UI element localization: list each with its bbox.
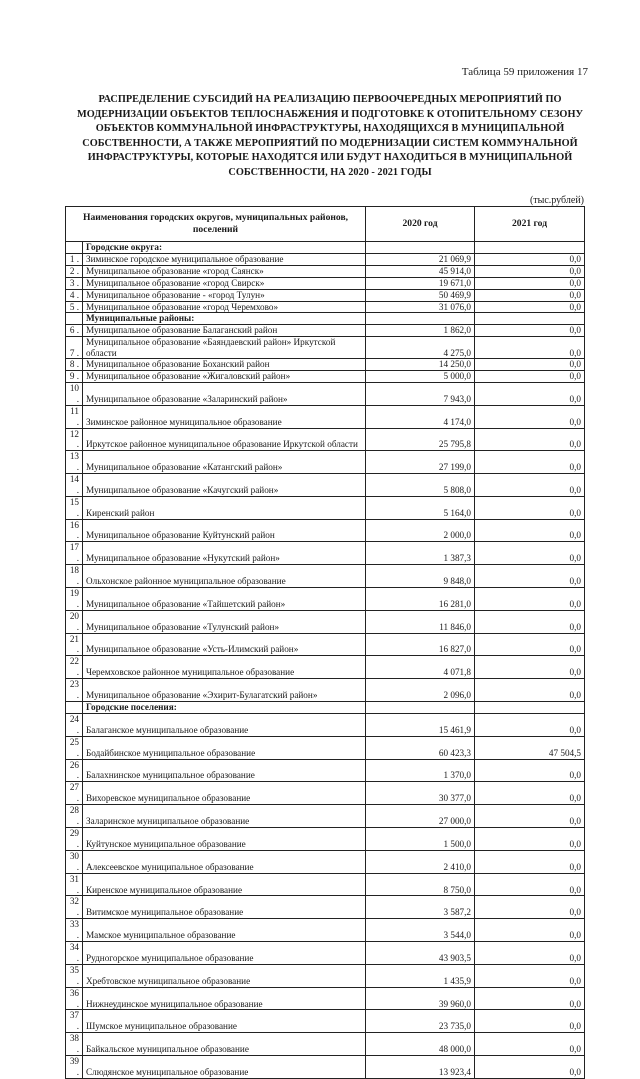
value-2021: 0,0 xyxy=(475,873,585,896)
value-2020: 25 795,8 xyxy=(366,428,475,450)
row-name: Слюдянское муниципальное образование xyxy=(83,1056,366,1079)
table-row xyxy=(66,964,585,987)
value-2021: 0,0 xyxy=(475,1033,585,1056)
table-row xyxy=(66,383,585,406)
row-number: 8 . xyxy=(66,359,83,371)
section-title: Городские округа: xyxy=(83,242,366,254)
table-row xyxy=(66,428,585,450)
row-number: 15 . xyxy=(66,496,83,519)
value-2021: 0,0 xyxy=(475,565,585,588)
value-2021 xyxy=(475,242,585,254)
section-title: Городские поселения: xyxy=(83,702,366,714)
title-line: СОБСТВЕННОСТИ, НА 2020 - 2021 ГОДЫ xyxy=(228,166,432,178)
value-2020: 4 174,0 xyxy=(366,406,475,429)
value-2020: 45 914,0 xyxy=(366,265,475,277)
row-name: Рудногорское муниципальное образование xyxy=(83,942,366,965)
table-row xyxy=(66,656,585,679)
value-2021: 0,0 xyxy=(475,496,585,519)
table-row xyxy=(66,679,585,702)
value-2020: 1 500,0 xyxy=(366,827,475,850)
table-row xyxy=(66,987,585,1010)
row-number xyxy=(66,313,83,325)
row-number: 16 . xyxy=(66,519,83,542)
value-2021: 0,0 xyxy=(475,964,585,987)
value-2020: 3 587,2 xyxy=(366,896,475,919)
row-name: Муниципальное образование «Тайшетский район» xyxy=(83,587,366,610)
value-2021: 0,0 xyxy=(475,679,585,702)
value-2020: 4 275,0 xyxy=(366,337,475,359)
table-row xyxy=(66,496,585,519)
value-2021: 0,0 xyxy=(475,542,585,565)
value-2020: 50 469,9 xyxy=(366,289,475,301)
value-2021: 0,0 xyxy=(475,359,585,371)
value-2020: 7 943,0 xyxy=(366,383,475,406)
value-2021: 0,0 xyxy=(475,759,585,782)
row-number: 2 . xyxy=(66,265,83,277)
value-2020: 8 750,0 xyxy=(366,873,475,896)
subsidy-table xyxy=(65,206,585,1079)
table-row xyxy=(66,736,585,759)
value-2020: 1 387,3 xyxy=(366,542,475,565)
value-2021: 0,0 xyxy=(475,782,585,805)
row-name: Муниципальное образование «Катангский район» xyxy=(83,451,366,474)
value-2021: 0,0 xyxy=(475,633,585,656)
table-row xyxy=(66,850,585,873)
row-number: 22 . xyxy=(66,656,83,679)
value-2021: 0,0 xyxy=(475,919,585,942)
title-line: ИНФРАСТРУКТУРЫ, КОТОРЫЕ НАХОДЯТСЯ ИЛИ БУДУТ НАХОДИТЬСЯ В МУНИЦИПАЛЬНОЙ xyxy=(87,152,573,164)
row-number: 31 . xyxy=(66,873,83,896)
value-2021: 47 504,5 xyxy=(475,736,585,759)
value-2021: 0,0 xyxy=(475,383,585,406)
row-name: Муниципальное образование «Эхирит-Булагатский район» xyxy=(83,679,366,702)
table-row xyxy=(66,873,585,896)
row-number: 11 . xyxy=(66,406,83,429)
row-name: Зиминское районное муниципальное образование xyxy=(83,406,366,429)
value-2020: 11 846,0 xyxy=(366,610,475,633)
value-2021: 0,0 xyxy=(475,265,585,277)
header-name: Наименования городских округов, муниципальных районов, поселений xyxy=(66,207,366,242)
row-number: 28 . xyxy=(66,805,83,828)
value-2020: 43 903,5 xyxy=(366,942,475,965)
value-2021: 0,0 xyxy=(475,850,585,873)
table-row xyxy=(66,451,585,474)
row-number: 29 . xyxy=(66,827,83,850)
table-row xyxy=(66,519,585,542)
section-title: Муниципальные районы: xyxy=(83,313,366,325)
value-2021: 0,0 xyxy=(475,896,585,919)
row-name: Киренское муниципальное образование xyxy=(83,873,366,896)
row-name: Витимское муниципальное образование xyxy=(83,896,366,919)
row-number: 6 . xyxy=(66,325,83,337)
row-number xyxy=(66,242,83,254)
value-2020: 3 544,0 xyxy=(366,919,475,942)
table-row xyxy=(66,610,585,633)
row-name: Муниципальное образование «Жигаловский район» xyxy=(83,371,366,383)
value-2020: 27 000,0 xyxy=(366,805,475,828)
row-name: Вихоревское муниципальное образование xyxy=(83,782,366,805)
row-number: 33 . xyxy=(66,919,83,942)
value-2021: 0,0 xyxy=(475,805,585,828)
section-row xyxy=(66,242,585,254)
table-row xyxy=(66,542,585,565)
value-2021: 0,0 xyxy=(475,1056,585,1079)
value-2020: 16 827,0 xyxy=(366,633,475,656)
value-2020 xyxy=(366,313,475,325)
table-row xyxy=(66,942,585,965)
value-2020: 19 671,0 xyxy=(366,277,475,289)
value-2020: 2 096,0 xyxy=(366,679,475,702)
value-2020: 14 250,0 xyxy=(366,359,475,371)
row-name: Куйтунское муниципальное образование xyxy=(83,827,366,850)
row-name: Муниципальное образование «город Свирск» xyxy=(83,277,366,289)
value-2020: 2 000,0 xyxy=(366,519,475,542)
value-2021: 0,0 xyxy=(475,371,585,383)
row-name: Балаганское муниципальное образование xyxy=(83,713,366,736)
table-row xyxy=(66,633,585,656)
value-2021: 0,0 xyxy=(475,656,585,679)
table-row xyxy=(66,1056,585,1079)
value-2021: 0,0 xyxy=(475,942,585,965)
value-2021: 0,0 xyxy=(475,428,585,450)
row-number xyxy=(66,702,83,714)
value-2021: 0,0 xyxy=(475,301,585,313)
table-row xyxy=(66,325,585,337)
table-row xyxy=(66,919,585,942)
row-number: 38 . xyxy=(66,1033,83,1056)
table-row xyxy=(66,371,585,383)
table-row xyxy=(66,565,585,588)
row-name: Байкальское муниципальное образование xyxy=(83,1033,366,1056)
row-name: Балахнинское муниципальное образование xyxy=(83,759,366,782)
title-line: МОДЕРНИЗАЦИИ ОБЪЕКТОВ ТЕПЛОСНАБЖЕНИЯ И ПОДГОТОВКЕ К ОТОПИТЕЛЬНОМУ СЕЗОНУ xyxy=(76,108,584,120)
row-name: Киренский район xyxy=(83,496,366,519)
table-row xyxy=(66,713,585,736)
table-row xyxy=(66,827,585,850)
row-name: Черемховское районное муниципальное образование xyxy=(83,656,366,679)
row-name: Муниципальное образование Балаганский район xyxy=(83,325,366,337)
section-row xyxy=(66,313,585,325)
value-2020: 16 281,0 xyxy=(366,587,475,610)
row-number: 20 . xyxy=(66,610,83,633)
table-row xyxy=(66,253,585,265)
value-2021 xyxy=(475,702,585,714)
table-row xyxy=(66,1010,585,1033)
row-name: Муниципальное образование «город Саянск» xyxy=(83,265,366,277)
row-name: Муниципальное образование «Заларинский район» xyxy=(83,383,366,406)
table-row xyxy=(66,359,585,371)
value-2020 xyxy=(366,242,475,254)
table-row xyxy=(66,289,585,301)
row-number: 18 . xyxy=(66,565,83,588)
value-2020: 27 199,0 xyxy=(366,451,475,474)
table-row xyxy=(66,1033,585,1056)
row-name: Иркутское районное муниципальное образование Иркутской области xyxy=(83,428,366,450)
row-number: 4 . xyxy=(66,289,83,301)
value-2021: 0,0 xyxy=(475,289,585,301)
table-row xyxy=(66,337,585,359)
row-number: 9 . xyxy=(66,371,83,383)
row-name: Муниципальное образование «Усть-Илимский район» xyxy=(83,633,366,656)
row-number: 35 . xyxy=(66,964,83,987)
row-number: 30 . xyxy=(66,850,83,873)
table-row xyxy=(66,759,585,782)
row-name: Шумское муниципальное образование xyxy=(83,1010,366,1033)
value-2020: 48 000,0 xyxy=(366,1033,475,1056)
value-2021: 0,0 xyxy=(475,519,585,542)
row-number: 26 . xyxy=(66,759,83,782)
title-line: РАСПРЕДЕЛЕНИЕ СУБСИДИЙ НА РЕАЛИЗАЦИЮ ПЕРВООЧЕРЕДНЫХ МЕРОПРИЯТИЙ ПО xyxy=(98,94,562,105)
value-2020: 5 000,0 xyxy=(366,371,475,383)
header-2021: 2021 год xyxy=(475,207,585,242)
row-number: 1 . xyxy=(66,253,83,265)
table-row xyxy=(66,265,585,277)
row-name: Муниципальное образование - «город Тулун» xyxy=(83,289,366,301)
value-2020: 2 410,0 xyxy=(366,850,475,873)
value-2020: 4 071,8 xyxy=(366,656,475,679)
table-header-row xyxy=(66,207,585,242)
row-number: 27 . xyxy=(66,782,83,805)
row-number: 39 . xyxy=(66,1056,83,1079)
row-number: 23 . xyxy=(66,679,83,702)
value-2020: 5 808,0 xyxy=(366,473,475,496)
row-number: 7 . xyxy=(66,337,83,359)
table-label: Таблица 59 приложения 17 xyxy=(461,66,588,78)
title-line: СОБСТВЕННОСТИ, А ТАКЖЕ МЕРОПРИЯТИЙ ПО МОДЕРНИЗАЦИИ СИСТЕМ КОММУНАЛЬНОЙ xyxy=(82,137,578,149)
row-name: Ольхонское районное муниципальное образование xyxy=(83,565,366,588)
row-name: Алексеевское муниципальное образование xyxy=(83,850,366,873)
row-name: Муниципальное образование «Тулунский район» xyxy=(83,610,366,633)
value-2021: 0,0 xyxy=(475,473,585,496)
value-2020: 9 848,0 xyxy=(366,565,475,588)
row-name: Муниципальное образование «Баяндаевский район» Иркутской области xyxy=(83,337,366,359)
header-2020: 2020 год xyxy=(366,207,475,242)
value-2021: 0,0 xyxy=(475,1010,585,1033)
table-row xyxy=(66,805,585,828)
row-name: Муниципальное образование Куйтунский район xyxy=(83,519,366,542)
table-row xyxy=(66,406,585,429)
value-2021: 0,0 xyxy=(475,610,585,633)
value-2020 xyxy=(366,702,475,714)
row-number: 32 . xyxy=(66,896,83,919)
row-name: Зиминское городское муниципальное образование xyxy=(83,253,366,265)
row-name: Муниципальное образование «город Черемхово» xyxy=(83,301,366,313)
value-2021: 0,0 xyxy=(475,987,585,1010)
value-2020: 13 923,4 xyxy=(366,1056,475,1079)
table-row xyxy=(66,473,585,496)
value-2021: 0,0 xyxy=(475,337,585,359)
row-number: 37 . xyxy=(66,1010,83,1033)
row-name: Мамское муниципальное образование xyxy=(83,919,366,942)
value-2020: 15 461,9 xyxy=(366,713,475,736)
row-number: 19 . xyxy=(66,587,83,610)
table-row xyxy=(66,587,585,610)
value-2020: 39 960,0 xyxy=(366,987,475,1010)
row-number: 21 . xyxy=(66,633,83,656)
value-2021: 0,0 xyxy=(475,587,585,610)
row-number: 13 . xyxy=(66,451,83,474)
value-2021: 0,0 xyxy=(475,451,585,474)
row-name: Муниципальное образование «Нукутский район» xyxy=(83,542,366,565)
value-2021: 0,0 xyxy=(475,253,585,265)
value-2021: 0,0 xyxy=(475,406,585,429)
value-2021 xyxy=(475,313,585,325)
table-body xyxy=(66,242,585,1079)
row-name: Хребтовское муниципальное образование xyxy=(83,964,366,987)
table-row xyxy=(66,277,585,289)
row-name: Нижнеудинское муниципальное образование xyxy=(83,987,366,1010)
row-number: 10 . xyxy=(66,383,83,406)
row-number: 36 . xyxy=(66,987,83,1010)
value-2021: 0,0 xyxy=(475,713,585,736)
table-row xyxy=(66,896,585,919)
value-2020: 23 735,0 xyxy=(366,1010,475,1033)
row-name: Муниципальное образование «Качугский район» xyxy=(83,473,366,496)
value-2020: 1 370,0 xyxy=(366,759,475,782)
value-2021: 0,0 xyxy=(475,827,585,850)
document-title xyxy=(70,93,590,181)
row-number: 3 . xyxy=(66,277,83,289)
value-2020: 1 862,0 xyxy=(366,325,475,337)
value-2021: 0,0 xyxy=(475,277,585,289)
value-2021: 0,0 xyxy=(475,325,585,337)
value-2020: 60 423,3 xyxy=(366,736,475,759)
row-number: 24 . xyxy=(66,713,83,736)
row-name: Заларинское муниципальное образование xyxy=(83,805,366,828)
value-2020: 31 076,0 xyxy=(366,301,475,313)
row-name: Муниципальное образование Боханский район xyxy=(83,359,366,371)
section-row xyxy=(66,702,585,714)
row-number: 17 . xyxy=(66,542,83,565)
units-label: (тыс.рублей) xyxy=(529,195,584,206)
row-number: 12 . xyxy=(66,428,83,450)
value-2020: 5 164,0 xyxy=(366,496,475,519)
row-number: 34 . xyxy=(66,942,83,965)
row-number: 14 . xyxy=(66,473,83,496)
value-2020: 21 069,9 xyxy=(366,253,475,265)
table-row xyxy=(66,301,585,313)
value-2020: 30 377,0 xyxy=(366,782,475,805)
row-number: 5 . xyxy=(66,301,83,313)
value-2020: 1 435,9 xyxy=(366,964,475,987)
table-row xyxy=(66,782,585,805)
row-number: 25 . xyxy=(66,736,83,759)
row-name: Бодайбинское муниципальное образование xyxy=(83,736,366,759)
title-line: ОБЪЕКТОВ КОММУНАЛЬНОЙ ИНФРАСТРУКТУРЫ, НАХОДЯЩИХСЯ В МУНИЦИПАЛЬНОЙ xyxy=(95,123,565,135)
